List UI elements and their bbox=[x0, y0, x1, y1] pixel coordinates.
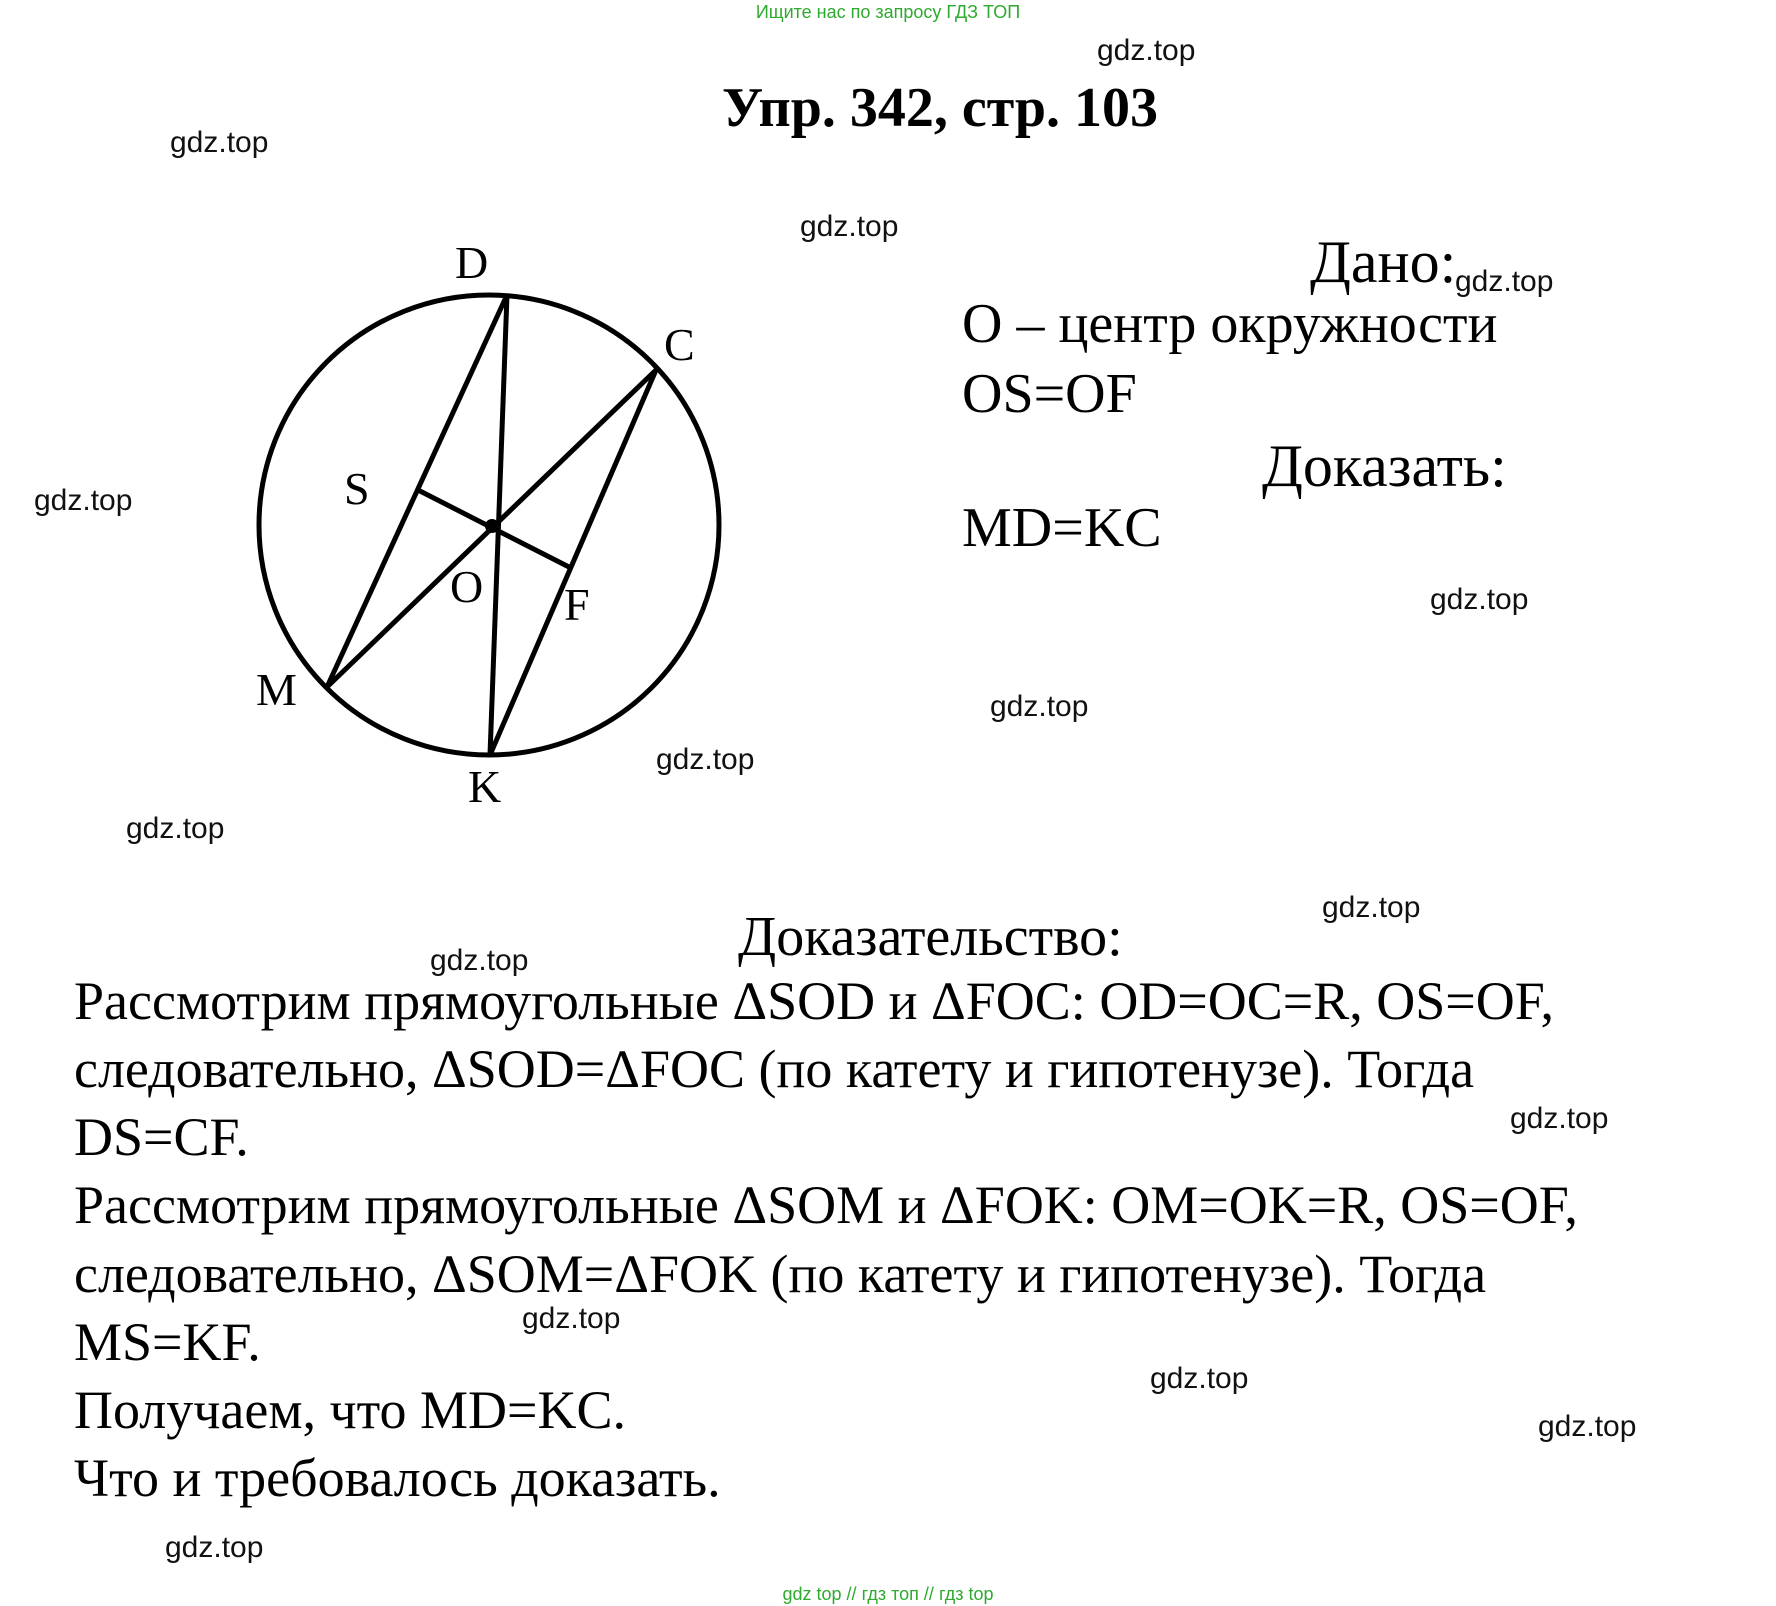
proof-line: следовательно, ΔSOD=ΔFOC (по катету и гипотенузе). Тогда bbox=[74, 1039, 1475, 1099]
proof-line: Рассмотрим прямоугольные ΔSOD и ΔFOC: OD=OC=R, OS=OF, bbox=[74, 971, 1554, 1031]
exercise-title: Упр. 342, стр. 103 bbox=[721, 77, 1159, 139]
proof-line: DS=CF. bbox=[74, 1107, 249, 1167]
point-label-C: C bbox=[664, 319, 695, 370]
point-label-S: S bbox=[344, 463, 370, 514]
point-label-O: O bbox=[450, 561, 484, 612]
point-label-D: D bbox=[455, 237, 489, 288]
proof-line: Получаем, что MD=KC. bbox=[74, 1380, 627, 1440]
footer-link[interactable]: gdz top bbox=[782, 1584, 842, 1604]
watermark: gdz.top bbox=[800, 210, 899, 243]
footer-separator: // bbox=[846, 1584, 857, 1604]
watermark: gdz.top bbox=[990, 690, 1089, 723]
footer-separator: // bbox=[923, 1584, 934, 1604]
geometry-figure bbox=[0, 0, 760, 820]
watermark: gdz.top bbox=[34, 484, 133, 517]
footer-links bbox=[0, 1584, 1776, 1605]
watermark: gdz.top bbox=[1538, 1410, 1637, 1443]
watermark: gdz.top bbox=[1097, 34, 1196, 67]
watermark: gdz.top bbox=[430, 944, 529, 977]
watermark: gdz.top bbox=[126, 812, 225, 845]
proof-line: MS=KF. bbox=[74, 1312, 261, 1372]
watermark: gdz.top bbox=[170, 126, 269, 159]
point-label-K: K bbox=[468, 761, 502, 812]
segment-KC bbox=[490, 370, 656, 755]
center-dot bbox=[485, 519, 499, 533]
watermark: gdz.top bbox=[165, 1531, 264, 1564]
proof-line: следовательно, ΔSOM=ΔFOK (по катету и гипотенузе). Тогда bbox=[74, 1244, 1487, 1304]
footer-link[interactable]: гдз top bbox=[938, 1584, 994, 1604]
watermark: gdz.top bbox=[1150, 1362, 1249, 1395]
watermark: gdz.top bbox=[1455, 265, 1554, 298]
point-label-M: M bbox=[256, 664, 297, 715]
point-label-F: F bbox=[564, 579, 590, 630]
prove-statement: MD=KC bbox=[962, 497, 1162, 559]
given-line: O – центр окружности bbox=[962, 293, 1498, 355]
watermark: gdz.top bbox=[1322, 891, 1421, 924]
watermark: gdz.top bbox=[1510, 1102, 1609, 1135]
proof-heading: Доказательство: bbox=[738, 906, 1123, 968]
prove-heading: Доказать: bbox=[1262, 433, 1507, 499]
watermark: gdz.top bbox=[656, 743, 755, 776]
top-banner[interactable]: Ищите нас по запросу ГДЗ ТОП bbox=[755, 2, 1021, 22]
given-line: OS=OF bbox=[962, 363, 1137, 425]
watermark: gdz.top bbox=[1430, 583, 1529, 616]
proof-line: Что и требовалось доказать. bbox=[74, 1448, 721, 1508]
proof-line: Рассмотрим прямоугольные ΔSOM и ΔFOK: OM=OK=R, OS=OF, bbox=[74, 1175, 1578, 1235]
footer-link[interactable]: гдз топ bbox=[861, 1584, 919, 1604]
watermark: gdz.top bbox=[522, 1302, 621, 1335]
given-heading: Дано: bbox=[1310, 229, 1457, 295]
